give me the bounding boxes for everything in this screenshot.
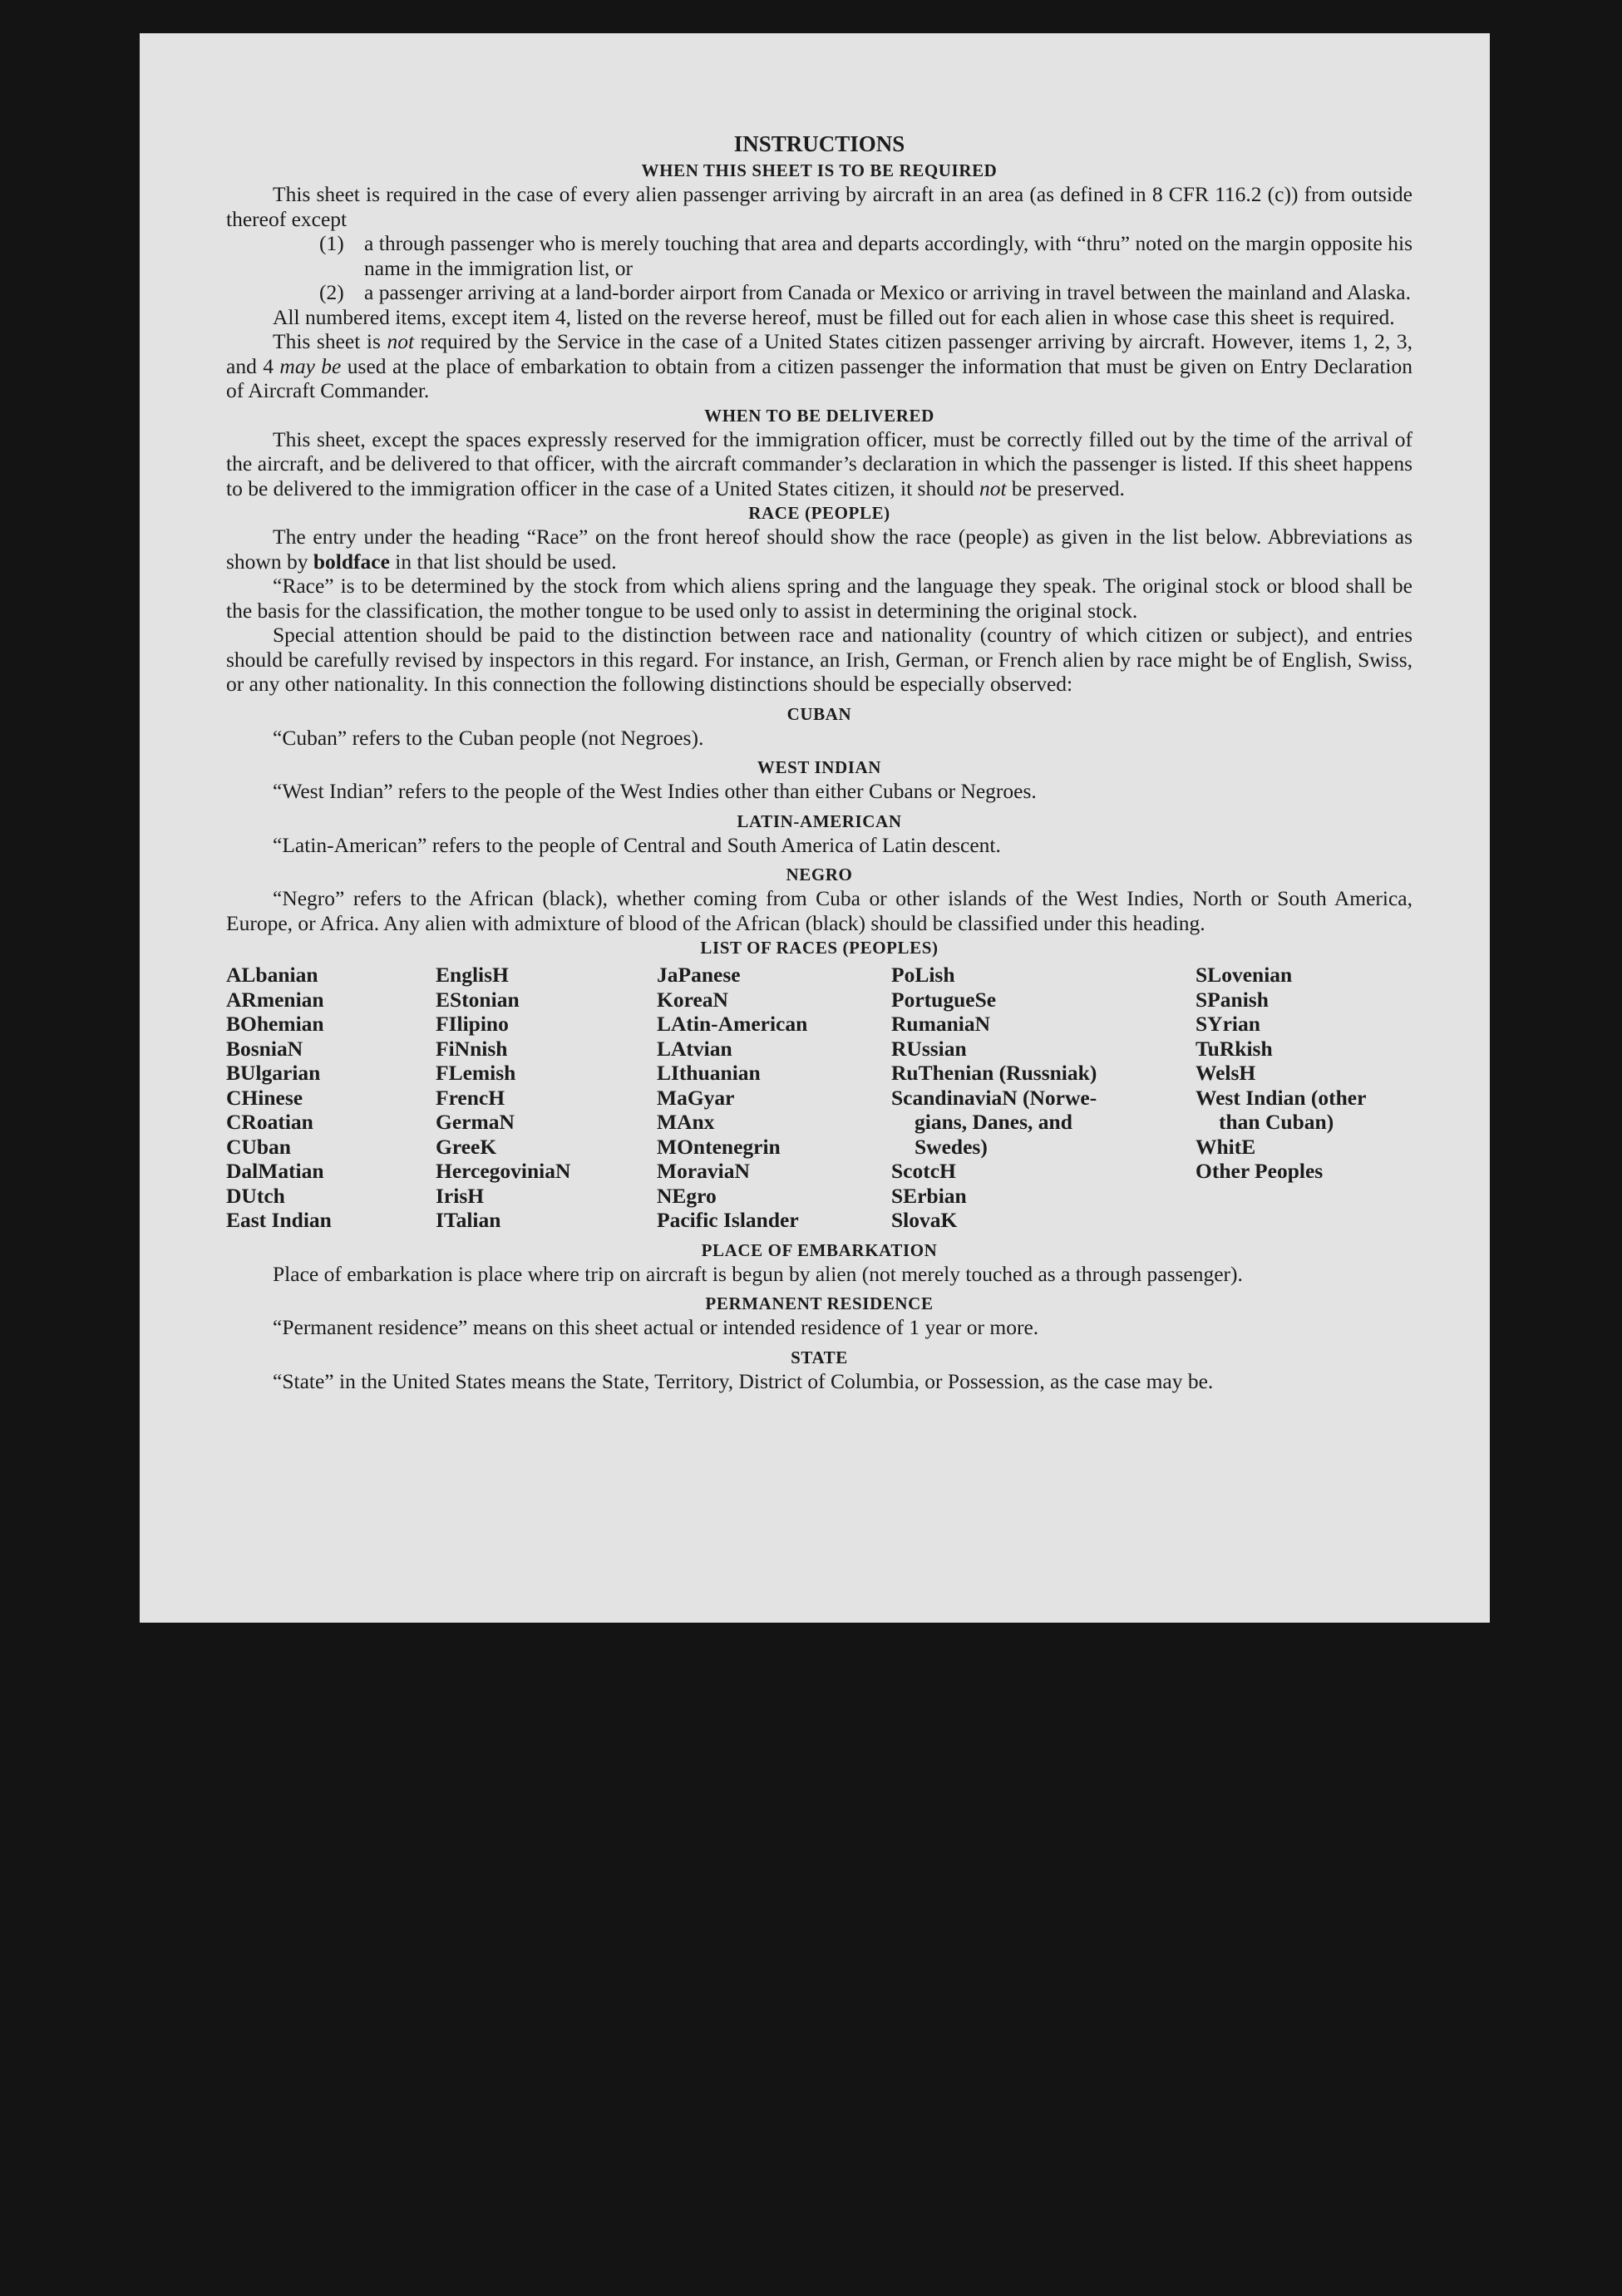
item-text: a through passenger who is merely touching that area and departs accordingly, with “thru” noted on the margin opposite his name in the immigration list, or <box>364 231 1412 280</box>
paragraph: This sheet is required in the case of every alien passenger arriving by aircraft in an area (as defined in 8 CFR 116.2 (c)) from outside thereof except <box>226 182 1412 231</box>
race-entry: SLovenian <box>1196 963 1293 987</box>
race-entry: WhitE <box>1196 1134 1256 1159</box>
race-entry: ALbanian <box>226 963 318 987</box>
race-entry: RUssian <box>891 1036 967 1061</box>
race-entry: MAnx <box>657 1110 715 1134</box>
paragraph: “Race” is to be determined by the stock from which aliens spring and the language they speak. The original stock or blood shall be the basis for the classification, the mother tongue to be used only to assist in determining the original stock. <box>226 574 1412 623</box>
page-title: INSTRUCTIONS <box>733 131 905 156</box>
race-entry: East Indian <box>226 1208 332 1232</box>
heading-latin-american: LATIN-AMERICAN <box>737 810 902 831</box>
race-entry: LAtvian <box>657 1036 732 1061</box>
race-entry: SPanish <box>1196 987 1269 1012</box>
races-column-3 <box>657 963 891 1233</box>
race-entry: WelsH <box>1196 1061 1256 1085</box>
race-entry: MaGyar <box>657 1085 735 1110</box>
race-entry: JaPanese <box>657 963 741 987</box>
paragraph: “Negro” refers to the African (black), whether coming from Cuba or other islands of the West Indies, North or South America, Europe, or Africa. Any alien with admixture of blood of the African (black) should be classified under this heading. <box>226 886 1412 935</box>
race-entry: SErbian <box>891 1183 967 1208</box>
races-column-2 <box>436 963 657 1233</box>
paragraph: “Cuban” refers to the Cuban people (not Negroes). <box>273 725 704 750</box>
race-entry: HercegoviniaN <box>436 1159 571 1183</box>
races-column-1 <box>226 963 436 1233</box>
instruction-sheet <box>140 33 1490 1623</box>
race-entry-continued: gians, Danes, and <box>915 1110 1072 1134</box>
item-text: a passenger arriving at a land-border airport from Canada or Mexico or arriving in travel between the mainland and Alaska. <box>364 280 1411 304</box>
list-item <box>226 231 1412 280</box>
race-entry: TuRkish <box>1196 1036 1273 1061</box>
race-entry: SlovaK <box>891 1208 958 1232</box>
race-entry: NEgro <box>657 1183 717 1208</box>
race-entry: PortugueSe <box>891 987 997 1012</box>
race-entry-continued: than Cuban) <box>1219 1110 1334 1134</box>
heading-when-delivered: WHEN TO BE DELIVERED <box>704 405 934 426</box>
paragraph: This sheet is not required by the Service in the case of a United States citizen passenger arriving by aircraft. However, items 1, 2, 3, and 4 may be used at the place of embarkation to obtain from a citizen passenger the information that must be given on Entry Declaration of Aircraft Commander. <box>226 329 1412 402</box>
race-entry: West Indian (other <box>1196 1085 1367 1110</box>
paragraph: “Latin-American” refers to the people of Central and South America of Latin descent. <box>273 832 1001 857</box>
paragraph: “Permanent residence” means on this sheet actual or intended residence of 1 year or more. <box>273 1315 1039 1339</box>
heading-list-of-races: LIST OF RACES (PEOPLES) <box>700 938 939 958</box>
race-entry: BosniaN <box>226 1036 303 1061</box>
race-entry: FiNnish <box>436 1036 508 1061</box>
race-entry: MoraviaN <box>657 1159 750 1183</box>
item-number: (1) <box>319 231 344 255</box>
race-entry: DUtch <box>226 1183 285 1208</box>
race-entry: Other Peoples <box>1196 1159 1324 1183</box>
race-entry: GreeK <box>436 1134 497 1159</box>
race-entry: DalMatian <box>226 1159 324 1183</box>
paragraph: This sheet, except the spaces expressly reserved for the immigration officer, must be correctly filled out by the time of the arrival of the aircraft, and be delivered to that officer, with the aircraft commander’s declaration in which the passenger is listed. If this sheet happens to be delivered to the immigration officer in the case of a United States citizen, it should not be preserved. <box>226 426 1412 500</box>
race-entry: LIthuanian <box>657 1061 761 1085</box>
race-entry: ITalian <box>436 1208 501 1232</box>
heading-negro: NEGRO <box>786 865 853 884</box>
race-entry: CUban <box>226 1134 291 1159</box>
race-entry: FIlipino <box>436 1012 509 1036</box>
race-entry: SYrian <box>1196 1012 1260 1036</box>
heading-permanent-residence: PERMANENT RESIDENCE <box>705 1293 934 1313</box>
race-entry: BOhemian <box>226 1012 324 1036</box>
heading-west-indian: WEST INDIAN <box>757 757 882 777</box>
race-entry: RumaniaN <box>891 1012 991 1036</box>
heading-cuban: CUBAN <box>786 703 852 724</box>
paragraph: Special attention should be paid to the distinction between race and nationality (country of which citizen or subject), and entries should be carefully revised by inspectors in this regard. For instance, an Irish, German, or French alien by race might be of English, Swiss, or any other nationality. In this connection the following distinctions should be especially observed: <box>226 623 1412 696</box>
heading-when-required: WHEN THIS SHEET IS TO BE REQUIRED <box>641 160 998 180</box>
race-entry-continued: Swedes) <box>915 1134 988 1159</box>
race-entry: ARmenian <box>226 987 324 1012</box>
race-entry: FLemish <box>436 1061 516 1085</box>
item-number: (2) <box>319 280 344 304</box>
race-entry: IrisH <box>436 1183 485 1208</box>
race-entry: EStonian <box>436 987 520 1012</box>
paragraph: Place of embarkation is place where trip on aircraft is begun by alien (not merely touched as a through passenger). <box>273 1261 1243 1286</box>
paragraph: The entry under the heading “Race” on the front hereof should show the race (people) as given in the list below. Abbreviations as shown by boldface in that list should be used. <box>226 525 1412 574</box>
race-entry: PoLish <box>891 963 955 987</box>
list-item <box>226 280 1412 305</box>
race-entry: CRoatian <box>226 1110 313 1134</box>
race-entry: GermaN <box>436 1110 515 1134</box>
race-entry: LAtin-American <box>657 1012 808 1036</box>
race-entry: MOntenegrin <box>657 1134 781 1159</box>
heading-state: STATE <box>791 1347 848 1367</box>
race-entry: Pacific Islander <box>657 1208 799 1232</box>
race-entry: KoreaN <box>657 987 728 1012</box>
race-entry: ScandinaviaN (Norwe- <box>891 1085 1097 1110</box>
heading-race: RACE (PEOPLE) <box>748 503 890 523</box>
race-entry: CHinese <box>226 1085 303 1110</box>
race-entry: RuThenian (Russniak) <box>891 1061 1097 1085</box>
race-entry: FrencH <box>436 1085 505 1110</box>
races-column-5 <box>1196 963 1412 1233</box>
race-entry: EnglisH <box>436 963 509 987</box>
paragraph: “West Indian” refers to the people of the West Indies other than either Cubans or Negroes. <box>273 779 1037 803</box>
races-column-4 <box>891 963 1196 1233</box>
race-entry: ScotcH <box>891 1159 956 1183</box>
paragraph: “State” in the United States means the State, Territory, District of Columbia, or Possession, as the case may be. <box>273 1368 1214 1393</box>
races-table <box>226 963 1412 1233</box>
paragraph: All numbered items, except item 4, listed on the reverse hereof, must be filled out for each alien in whose case this sheet is required. <box>273 304 1395 329</box>
heading-place-of-embarkation: PLACE OF EMBARKATION <box>701 1239 938 1260</box>
race-entry: BUlgarian <box>226 1061 321 1085</box>
